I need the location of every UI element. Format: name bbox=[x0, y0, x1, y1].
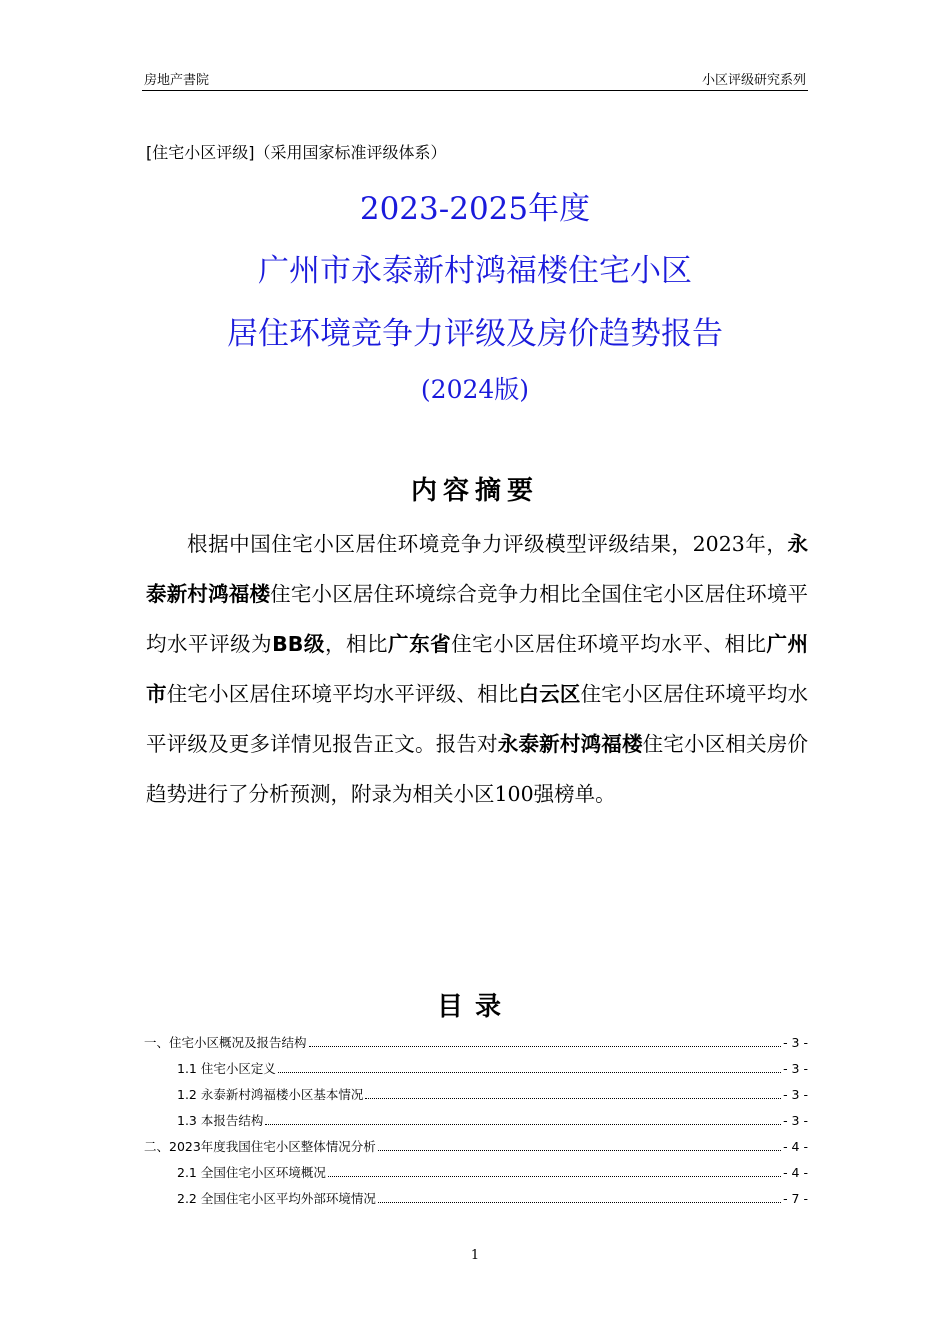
toc-entry-page: - 4 - bbox=[783, 1165, 808, 1180]
title-report: 居住环境竞争力评级及房价趋势报告 bbox=[227, 316, 723, 352]
abstract-highlight: 白云区 bbox=[518, 682, 581, 706]
toc-dot-leader bbox=[365, 1087, 781, 1099]
toc-entry-label: 1.1 住宅小区定义 bbox=[177, 1061, 276, 1076]
page-number: 1 bbox=[470, 1248, 480, 1263]
toc-entry[interactable] bbox=[144, 1059, 808, 1085]
toc-entry[interactable] bbox=[144, 1033, 808, 1059]
title-community: 广州市永泰新村鸿福楼住宅小区 bbox=[258, 253, 692, 289]
toc-dot-leader bbox=[378, 1191, 781, 1203]
abstract-highlight: 永泰新村鸿福楼 bbox=[497, 732, 643, 756]
title-edition: (2024版) bbox=[420, 375, 530, 404]
abstract-highlight: BB级 bbox=[272, 632, 325, 656]
toc-entry-label: 二、2023年度我国住宅小区整体情况分析 bbox=[144, 1139, 376, 1154]
toc-dot-leader bbox=[378, 1139, 781, 1151]
abstract-highlight: 广东省 bbox=[388, 632, 452, 656]
abstract-heading: 内容摘要 bbox=[410, 476, 539, 506]
toc-dot-leader bbox=[328, 1165, 781, 1177]
abstract-text: 根据中国住宅小区居住环境竞争力评级模型评级结果，2023年， bbox=[187, 532, 788, 556]
abstract-text: 住宅小区居住环境平均水平评级、相比 bbox=[166, 682, 519, 706]
page-header bbox=[142, 66, 808, 91]
toc-entry-page: - 3 - bbox=[783, 1061, 808, 1076]
abstract-text: 住宅小区相关房价趋势进行了分析预测，附录为相关小区100强榜单。 bbox=[146, 732, 809, 806]
toc-entry[interactable] bbox=[144, 1163, 808, 1189]
toc-entry-label: 2.1 全国住宅小区环境概况 bbox=[177, 1165, 326, 1180]
toc-entry[interactable] bbox=[144, 1085, 808, 1111]
toc-dot-leader bbox=[278, 1061, 781, 1073]
abstract-text: ，相比 bbox=[324, 632, 389, 656]
toc-entry-page: - 3 - bbox=[783, 1035, 808, 1050]
table-of-contents bbox=[144, 1033, 808, 1215]
toc-entry-label: 一、住宅小区概况及报告结构 bbox=[144, 1035, 307, 1050]
toc-entry-page: - 3 - bbox=[783, 1113, 808, 1128]
toc-dot-leader bbox=[265, 1113, 781, 1125]
abstract-highlight: 广州市 bbox=[146, 632, 809, 706]
report-category: [住宅小区评级]（采用国家标准评级体系） bbox=[146, 143, 447, 162]
abstract-text: 住宅小区居住环境平均水平评级及更多详情见报告正文。报告对 bbox=[146, 682, 809, 756]
abstract-text: 住宅小区居住环境综合竞争力相比全国住宅小区居住环境平均水平评级为 bbox=[146, 582, 809, 656]
header-series: 小区评级研究系列 bbox=[701, 73, 806, 88]
toc-entry[interactable] bbox=[144, 1137, 808, 1163]
title-years: 2023-2025年度 bbox=[359, 191, 591, 227]
toc-entry-page: - 4 - bbox=[783, 1139, 808, 1154]
toc-entry-page: - 7 - bbox=[783, 1191, 808, 1206]
toc-entry-page: - 3 - bbox=[783, 1087, 808, 1102]
toc-entry[interactable] bbox=[144, 1111, 808, 1137]
abstract-highlight: 永泰新村鸿福楼 bbox=[146, 532, 808, 606]
abstract-body bbox=[146, 519, 808, 819]
abstract-text: 住宅小区居住环境平均水平、相比 bbox=[451, 632, 767, 656]
header-publisher: 房地产書院 bbox=[144, 73, 210, 88]
toc-heading: 目录 bbox=[436, 992, 513, 1022]
toc-entry-label: 1.2 永泰新村鸿福楼小区基本情况 bbox=[177, 1087, 364, 1102]
toc-dot-leader bbox=[309, 1035, 782, 1047]
toc-entry-label: 1.3 本报告结构 bbox=[177, 1113, 264, 1128]
toc-entry[interactable] bbox=[144, 1189, 808, 1215]
toc-entry-label: 2.2 全国住宅小区平均外部环境情况 bbox=[177, 1191, 376, 1206]
